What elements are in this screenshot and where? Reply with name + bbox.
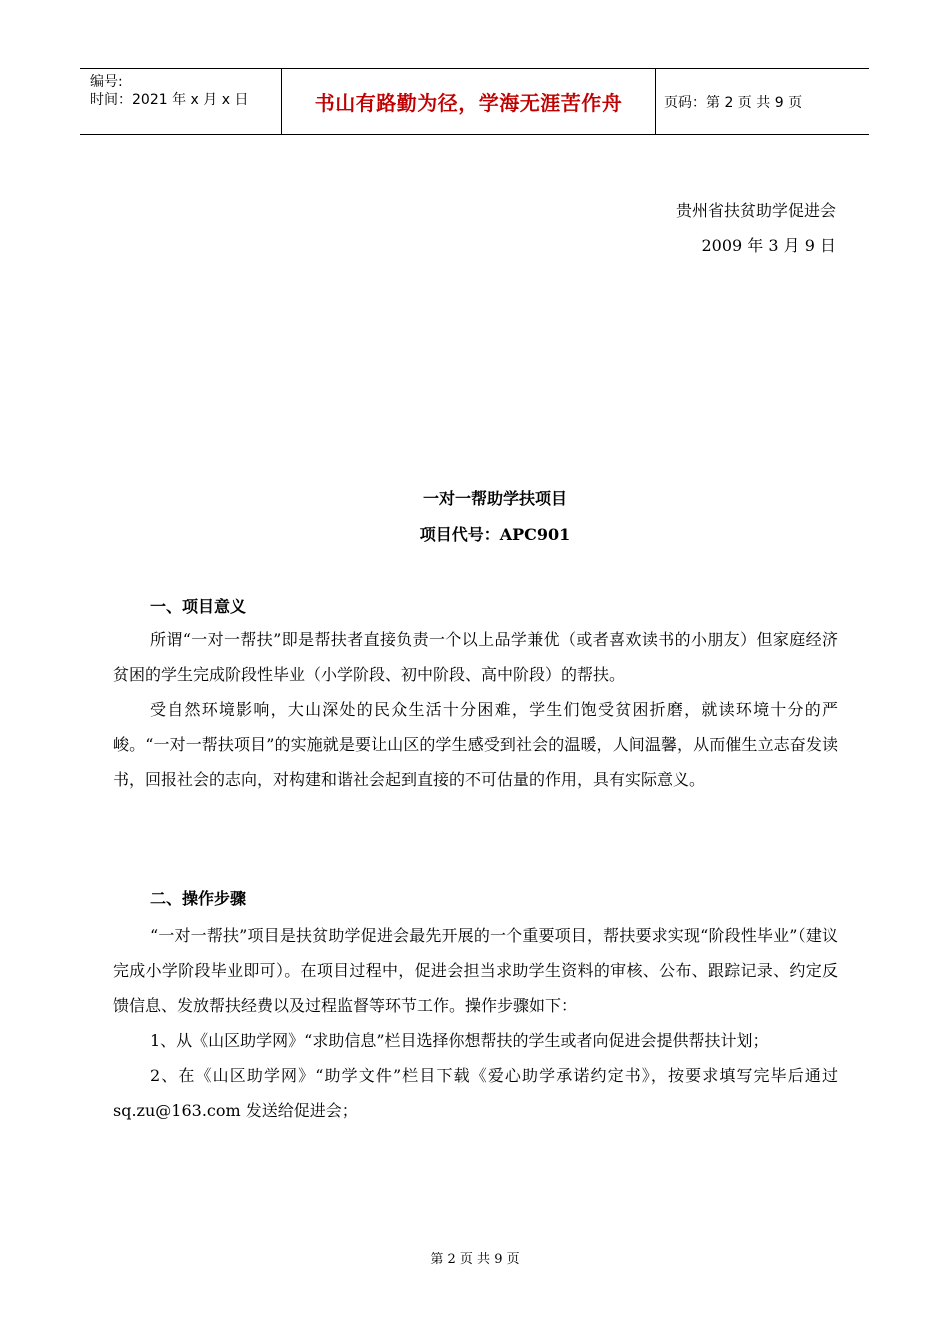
- section2-paragraph-1: “一对一帮扶”项目是扶贫助学促进会最先开展的一个重要项目，帮扶要求实现“阶段性毕业”（建议完成小学阶段毕业即可）。在项目过程中，促进会担当求助学生资料的审核、公布、跟踪记录、约定反馈信息、发放帮扶经费以及过程监督等环节工作。操作步骤如下：: [113, 926, 838, 1015]
- section1-heading: 一、项目意义: [150, 597, 247, 616]
- section2-body: [113, 918, 838, 1128]
- section1-paragraph-1: 所谓“一对一帮扶”即是帮扶者直接负责一个以上品学兼优（或者喜欢读书的小朋友）但家庭经济贫困的学生完成阶段性毕业（小学阶段、初中阶段、高中阶段）的帮扶。: [113, 630, 838, 684]
- page-footer: 第 2 页 共 9 页: [430, 1252, 520, 1267]
- section1-body: [113, 622, 838, 797]
- header-page-label: 页码：第 2 页 共 9 页: [664, 94, 803, 111]
- time-label: 时间：2021 年 x 月 x 日: [90, 92, 249, 108]
- header-motto: 书山有路勤为径，学海无涯苦作舟: [282, 69, 656, 134]
- header-meta-cell: [80, 69, 282, 134]
- header-table: [80, 68, 869, 135]
- document-title: 一对一帮助学扶项目: [422, 489, 567, 508]
- section2-heading: 二、操作步骤: [150, 889, 247, 908]
- signature-date: 2009 年 3 月 9 日: [701, 236, 836, 255]
- step-2: 2、在《山区助学网》“助学文件”栏目下载《爱心助学承诺约定书》，按要求填写完毕后通过 sq.zu@163.com 发送给促进会；: [113, 1066, 838, 1120]
- section1-paragraph-2: 受自然环境影响，大山深处的民众生活十分困难，学生们饱受贫困折磨，就读环境十分的严峻。“一对一帮扶项目”的实施就是要让山区的学生感受到社会的温暖，人间温馨，从而催生立志奋发读书，回报社会的志向，对构建和谐社会起到直接的不可估量的作用，具有实际意义。: [113, 700, 838, 789]
- number-label: 编号:: [90, 74, 123, 90]
- step-1: 1、从《山区助学网》“求助信息”栏目选择你想帮扶的学生或者向促进会提供帮扶计划；: [150, 1031, 769, 1050]
- project-code: 项目代号：APC901: [419, 525, 571, 544]
- signature-org: 贵州省扶贫助学促进会: [675, 201, 836, 220]
